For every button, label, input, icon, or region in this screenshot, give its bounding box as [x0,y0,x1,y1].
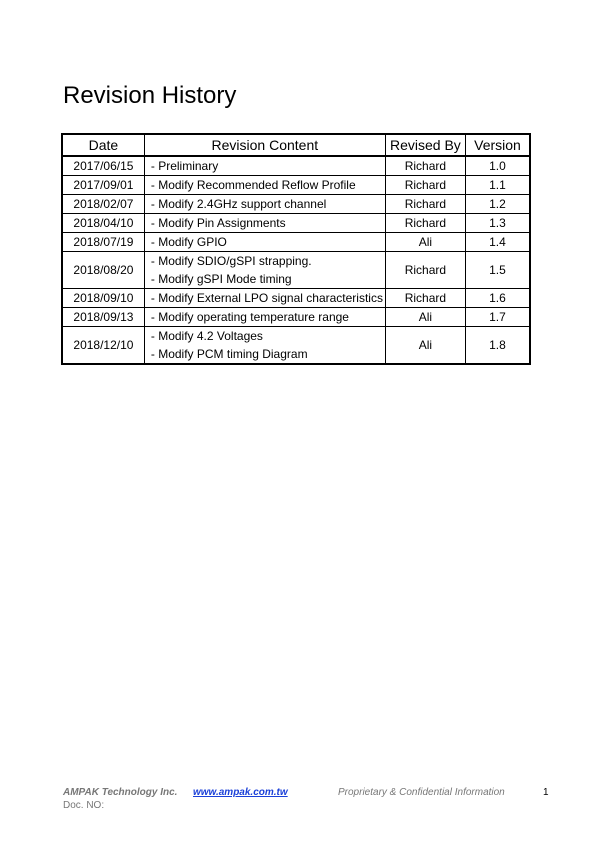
page-title: Revision History [63,82,237,109]
cell-revision-content [144,289,385,308]
cell-version: 1.5 [465,252,530,289]
cell-version: 1.4 [465,233,530,252]
cell-version: 1.7 [465,308,530,327]
table-row [62,233,530,252]
cell-date: 2018/07/19 [62,233,144,252]
cell-revised-by: Richard [385,289,465,308]
cell-revised-by: Richard [385,214,465,233]
revision-line: - Modify operating temperature range [150,310,349,324]
cell-revision-content [144,156,385,176]
cell-revised-by: Ali [385,327,465,365]
revision-line: - Modify Pin Assignments [150,216,286,230]
cell-revision-content [144,176,385,195]
cell-revised-by: Ali [385,308,465,327]
cell-revision-content [144,195,385,214]
cell-version: 1.0 [465,156,530,176]
cell-revised-by: Richard [385,252,465,289]
revision-line: - Preliminary [150,159,219,173]
cell-revised-by: Ali [385,233,465,252]
revision-history-table [61,133,531,365]
footer-website-link[interactable]: www.ampak.com.tw [193,787,288,798]
revision-line: - Modify External LPO signal characteristics [150,291,383,305]
cell-version: 1.2 [465,195,530,214]
cell-date: 2018/04/10 [62,214,144,233]
cell-revision-content [144,308,385,327]
revision-line: - Modify Recommended Reflow Profile [150,178,356,192]
footer-company-name: AMPAK Technology Inc. [63,787,178,798]
revision-line: - Modify SDIO/gSPI strapping. [150,254,312,268]
cell-revision-content [144,252,385,289]
table-row [62,195,530,214]
cell-version: 1.3 [465,214,530,233]
cell-version: 1.8 [465,327,530,365]
cell-date: 2017/09/01 [62,176,144,195]
cell-date: 2018/02/07 [62,195,144,214]
cell-revision-content [144,214,385,233]
cell-date: 2018/08/20 [62,252,144,289]
revision-line: - Modify PCM timing Diagram [150,347,308,361]
footer-doc-number: Doc. NO: [63,800,105,811]
table-row [62,289,530,308]
revision-line: - Modify GPIO [150,235,227,249]
cell-version: 1.1 [465,176,530,195]
column-header-revised-by: Revised By [385,134,465,156]
cell-revised-by: Richard [385,176,465,195]
table-row [62,156,530,176]
column-header-revision-content: Revision Content [144,134,385,156]
page-number: 1 [543,787,549,798]
column-header-date: Date [62,134,144,156]
table-row [62,327,530,365]
cell-revision-content [144,233,385,252]
table-row [62,176,530,195]
revision-line: - Modify gSPI Mode timing [150,272,292,286]
cell-date: 2017/06/15 [62,156,144,176]
table-row [62,308,530,327]
footer-confidential-notice: Proprietary & Confidential Information [338,787,505,798]
cell-version: 1.6 [465,289,530,308]
cell-revision-content [144,327,385,365]
cell-date: 2018/09/13 [62,308,144,327]
table-row [62,252,530,289]
cell-revised-by: Richard [385,195,465,214]
revision-line: - Modify 4.2 Voltages [150,329,263,343]
cell-date: 2018/12/10 [62,327,144,365]
cell-date: 2018/09/10 [62,289,144,308]
column-header-version: Version [465,134,530,156]
table-header-row [62,134,530,156]
revision-line: - Modify 2.4GHz support channel [150,197,327,211]
table-row [62,214,530,233]
cell-revised-by: Richard [385,156,465,176]
